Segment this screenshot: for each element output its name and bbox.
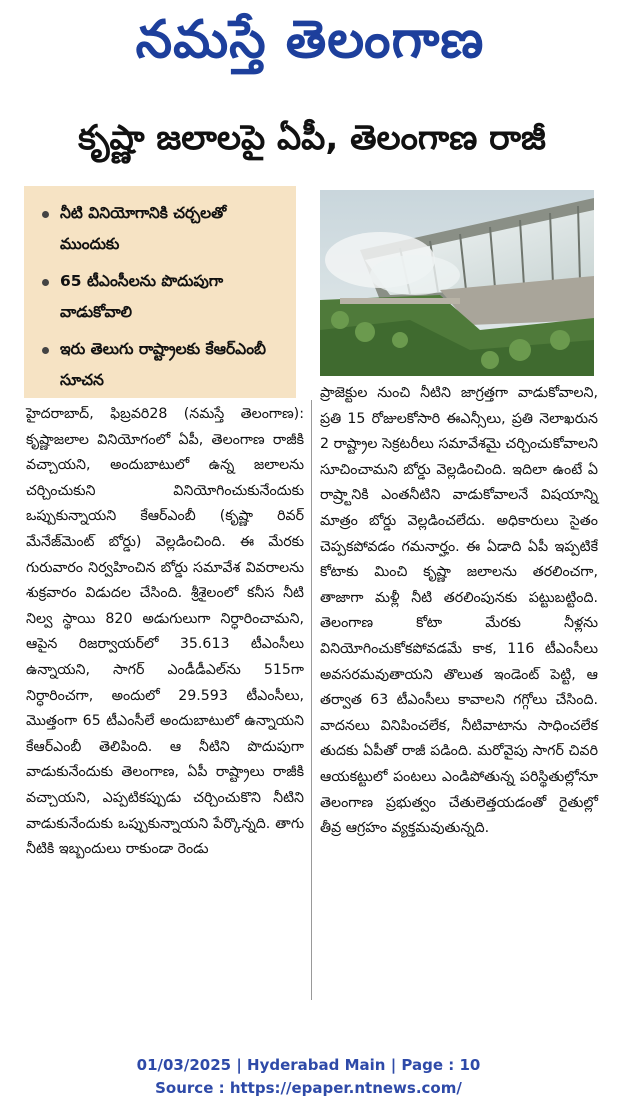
edition-footer: 01/03/2025 | Hyderabad Main | Page : 10 bbox=[136, 1056, 481, 1074]
column-divider bbox=[311, 400, 312, 1000]
masthead bbox=[0, 0, 617, 90]
dam-photo-illustration bbox=[320, 190, 594, 376]
highlight-item bbox=[38, 266, 286, 328]
newspaper-logo: నమస్తే తెలంగాణ bbox=[135, 10, 485, 70]
highlight-item bbox=[38, 198, 286, 260]
article-headline: కృష్ణా జలాలపై ఏపీ, తెలంగాణ రాజీ bbox=[78, 118, 546, 158]
highlights-box bbox=[24, 186, 296, 398]
bullet-icon bbox=[42, 279, 49, 286]
bullet-icon bbox=[42, 211, 49, 218]
source-footer: Source : https://epaper.ntnews.com/ bbox=[155, 1079, 462, 1097]
bullet-icon bbox=[42, 347, 49, 354]
highlight-text: నీటి వినియోగానికి చర్చలతో ముందుకు bbox=[60, 204, 227, 253]
highlights-list bbox=[38, 198, 286, 396]
highlight-item bbox=[38, 334, 286, 396]
highlight-text: 65 టీఎంసీలను పొదుపుగా వాడుకోవాలి bbox=[60, 272, 224, 321]
article-column-left: హైదరాబాద్, ఫిబ్రవరి28 (నమస్తే తెలంగాణ): కృష్ణాజలాల వినియోగంలో ఏపీ, తెలంగాణ రాజీకి వచ్చాయని, అందుబాటులో ఉన్న జలాలను చర్చించుకుని వినియోగించుకునేందుకు ఒప్పుకున్నాయని కేఆర్ఎంబీ (కృష్ణా రివర్ మేనేజ్‌మెంట్ బోర్డు) వెల్లడించింది. ఈ మేరకు గురువారం నిర్వహించిన బోర్డు సమావేశ వివరాలను శుక్రవారం విడుదల చేసింది. శ్రీశైలంలో కనీస నీటి నిల్వ స్థాయి 820 అడుగులుగా నిర్ధారించామని, ఆపైన రిజర్వాయర్‌లో 35.613 టీఎంసీలు ఉన్నాయని, సాగర్ ఎండీడీఎల్‌ను 515గా నిర్ధారించగా, అందులో 29.593 టీఎంసీలు, మొత్తంగా 65 టీఎంసీలే అందుబాటులో ఉన్నాయని కేఆర్ఎంబీ తెలిపింది. ఆ నీటిని పొదుపుగా వాడుకునేందుకు తెలంగాణ, ఏపీ రాష్ట్రాలు రాజీకి వచ్చాయని, ఎప్పటికప్పుడు చర్చించుకొని నీటిని వాడుకునేందుకు ఒప్పుకున్నాయని పేర్కొన్నది. తాగు నీటికి ఇబ్బందులు రాకుండా రెండు bbox=[26, 406, 304, 858]
article-column-right: ప్రాజెక్టుల నుంచి నీటిని జాగ్రత్తగా వాడుకోవాలని, ప్రతి 15 రోజులకోసారి ఈఎన్సీలు, ప్రతి నెలాఖరున 2 రాష్ట్రాల సెక్రటరీలు సమావేశమై చర్చించుకోవాలని సూచించామని బోర్డు వెల్లడించింది. ఇదిలా ఉంటే ఏ రాష్ర్టానికి ఎంతనీటిని వాడుకోవాలనే విషయాన్ని మాత్రం బోర్డు వెల్లడించలేదు. అధికారులు సైతం చెప్పకపోవడం గమనార్హం. ఈ ఏడాది ఏపీ ఇప్పటికే కోటాకు మించి కృష్ణా జలాలను తరలించగా, తాజాగా మళ్లీ నీటి తరలింపునకు పట్టుబట్టింది. తెలంగాణ కోటా మేరకు నీళ్లను వినియోగించుకోకపోవడమే కాక, 116 టీఎంసీలు అవసరమవుతాయని తొలుత ఇండెంట్ పెట్టి, ఆ తర్వాత 63 టీఎంసీలు కావాలని గగ్గోలు చేసింది. వాదనలు వినిపించలేక, నీటివాటాను సాధించలేక తుదకు ఏపీతో రాజీ పడింది. మరోవైపు సాగర్ చివరి ఆయకట్టులో పంటలు ఎండిపోతున్న పరిస్థితుల్లోనూ తెలంగాణ ప్రభుత్వం చేతులెత్తయడంతో రైతుల్లో తీవ్ర ఆగ్రహం వ్యక్తమవుతున్నది. bbox=[320, 385, 598, 837]
dam-spillway-photo bbox=[320, 190, 594, 376]
highlight-text: ఇరు తెలుగు రాష్ట్రాలకు కేఆర్ఎంబీ సూచన bbox=[60, 340, 267, 389]
